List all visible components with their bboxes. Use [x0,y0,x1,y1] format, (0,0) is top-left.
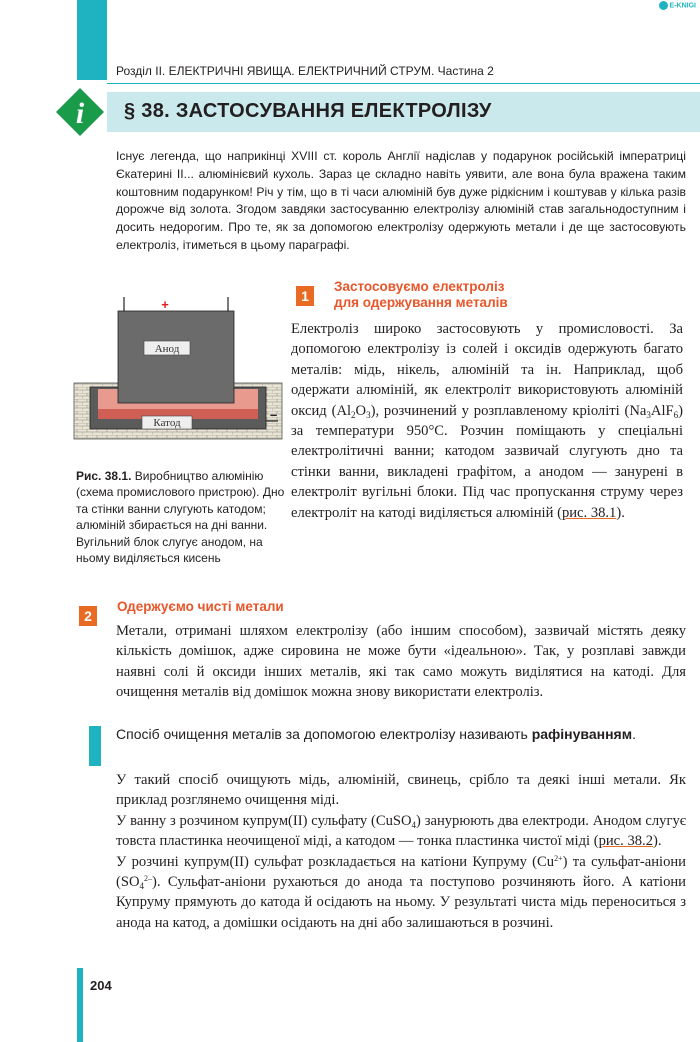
minus-sign: – [270,407,278,422]
section-heading: Одержуємо чисті метали [117,599,284,614]
section-body: Метали, отримані шляхом електролізу (або іншим способом), зазвичай містять деяку кількість домішок, адже сировина не може бути «ідеальною». Так, у розплаві завжди наявні солі й оксиди інших металів, які так само можуть виділятися на катоді. Для очищення металів від домішок можна знову використати електроліз. [116,623,686,701]
header-divider [107,83,700,84]
section-number-badge: 2 [79,606,97,626]
intro-paragraph: Існує легенда, що наприкінці XVIII ст. король Англії надіслав у подарунок російській імператриці Єкатерині II... алюмінієвий кухоль. Зараз це складно навіть уявити, але вона була вражена таким коштовним подарунком! Річ у тім, що в ті часи алюміній був дуже рідкісним і коштував у кілька разів дорожче від золота. Згодом завдяки застосуванню електролізу алюміній став загальнодоступним і досить недорогим. Про те, як за допомогою електролізу одержують метали і де ще застосовують електроліз, ітиметься в цьому параграфі. [116,149,686,252]
definition-marker [89,726,101,766]
top-left-accent-bar [77,0,107,80]
section-number-badge: 1 [296,286,314,306]
figure-ref-link[interactable]: рис. 38.1 [561,504,617,521]
chapter-header: Розділ II. ЕЛЕКТРИЧНІ ЯВИЩА. ЕЛЕКТРИЧНИЙ СТРУМ. Частина 2 [116,64,494,78]
bottom-left-accent-bar [77,968,83,1042]
anode-label: Анод [154,343,180,355]
info-icon-letter: i [75,97,85,130]
figure-ref-link[interactable]: рис. 38.2 [598,833,653,850]
figure-caption: Рис. 38.1. Виробництво алюмінію (схема промислового пристрою). Дно та стінки ванни слугують катодом; алюміній збирається на дні ванни. Вугільний блок слугує анодом, на ньому виділяється кисень [76,469,285,566]
definition-box: Спосіб очищення металів за допомогою електролізу називають рафінуванням. [116,726,636,742]
brand-icon [659,1,668,10]
page-title: § 38. ЗАСТОСУВАННЯ ЕЛЕКТРОЛІЗУ [124,100,492,122]
section-body: Електроліз широко застосовують у промисловості. За допомогою електролізу із солей і оксидів одержують багато металів: мідь, нікель, алюміній та ін. Наприклад, щоб одержати алюміній, як електроліт використовують алюміній оксид $(Al_2O_3)$, розчинений у розплавленому кріоліті $(Na_3AlF_6)$ за температури 950°C. Розчин поміщають у спеціальні електролітичні ванни; катодом зазвичай слугують дно та стінки ванни, викладені графітом, а анодом — занурені в електроліт вугільні блоки. Під час пропускання струму через електроліт на катоді виділяється алюміній (рис. 38.1). [291,321,684,521]
brand-logo: E-KNIGI [659,1,696,10]
body-paragraphs [116,770,686,933]
anode-block [118,311,234,403]
plus-sign: + [161,297,169,312]
page-number: 204 [90,978,112,993]
paragraph: У такий спосіб очищують мідь, алюміній, свинець, срібло та деякі інші метали. Як приклад розглянемо очищення міді. [116,772,686,809]
section-heading: Застосовуємо електроліз для одержування металів [334,279,508,310]
paragraph: У розчині купрум(II) сульфат розкладається на катіони Купруму $(Cu^{2+})$ та сульфат-аніони $(SO_4^{2-})$. Сульфат-аніони рухаються до анода та поступово розчиняють його. А катіони Купруму прямують до катода й осідають на ньому. У результаті чиста мідь переноситься з анода на катод, а домішки осідають на дні або залишаються в розчині. [116,853,686,931]
electrolysis-figure [72,297,284,447]
paragraph: У ванну з розчином купрум(II) сульфату (CuSO$_4$) занурюють два електроди. Анодом слугує товста пластинка неочищеної міді, а катодом — тонка пластинка чистої міді (рис. 38.2). [116,812,686,850]
cathode-label: Катод [153,417,181,429]
info-icon [55,87,105,137]
